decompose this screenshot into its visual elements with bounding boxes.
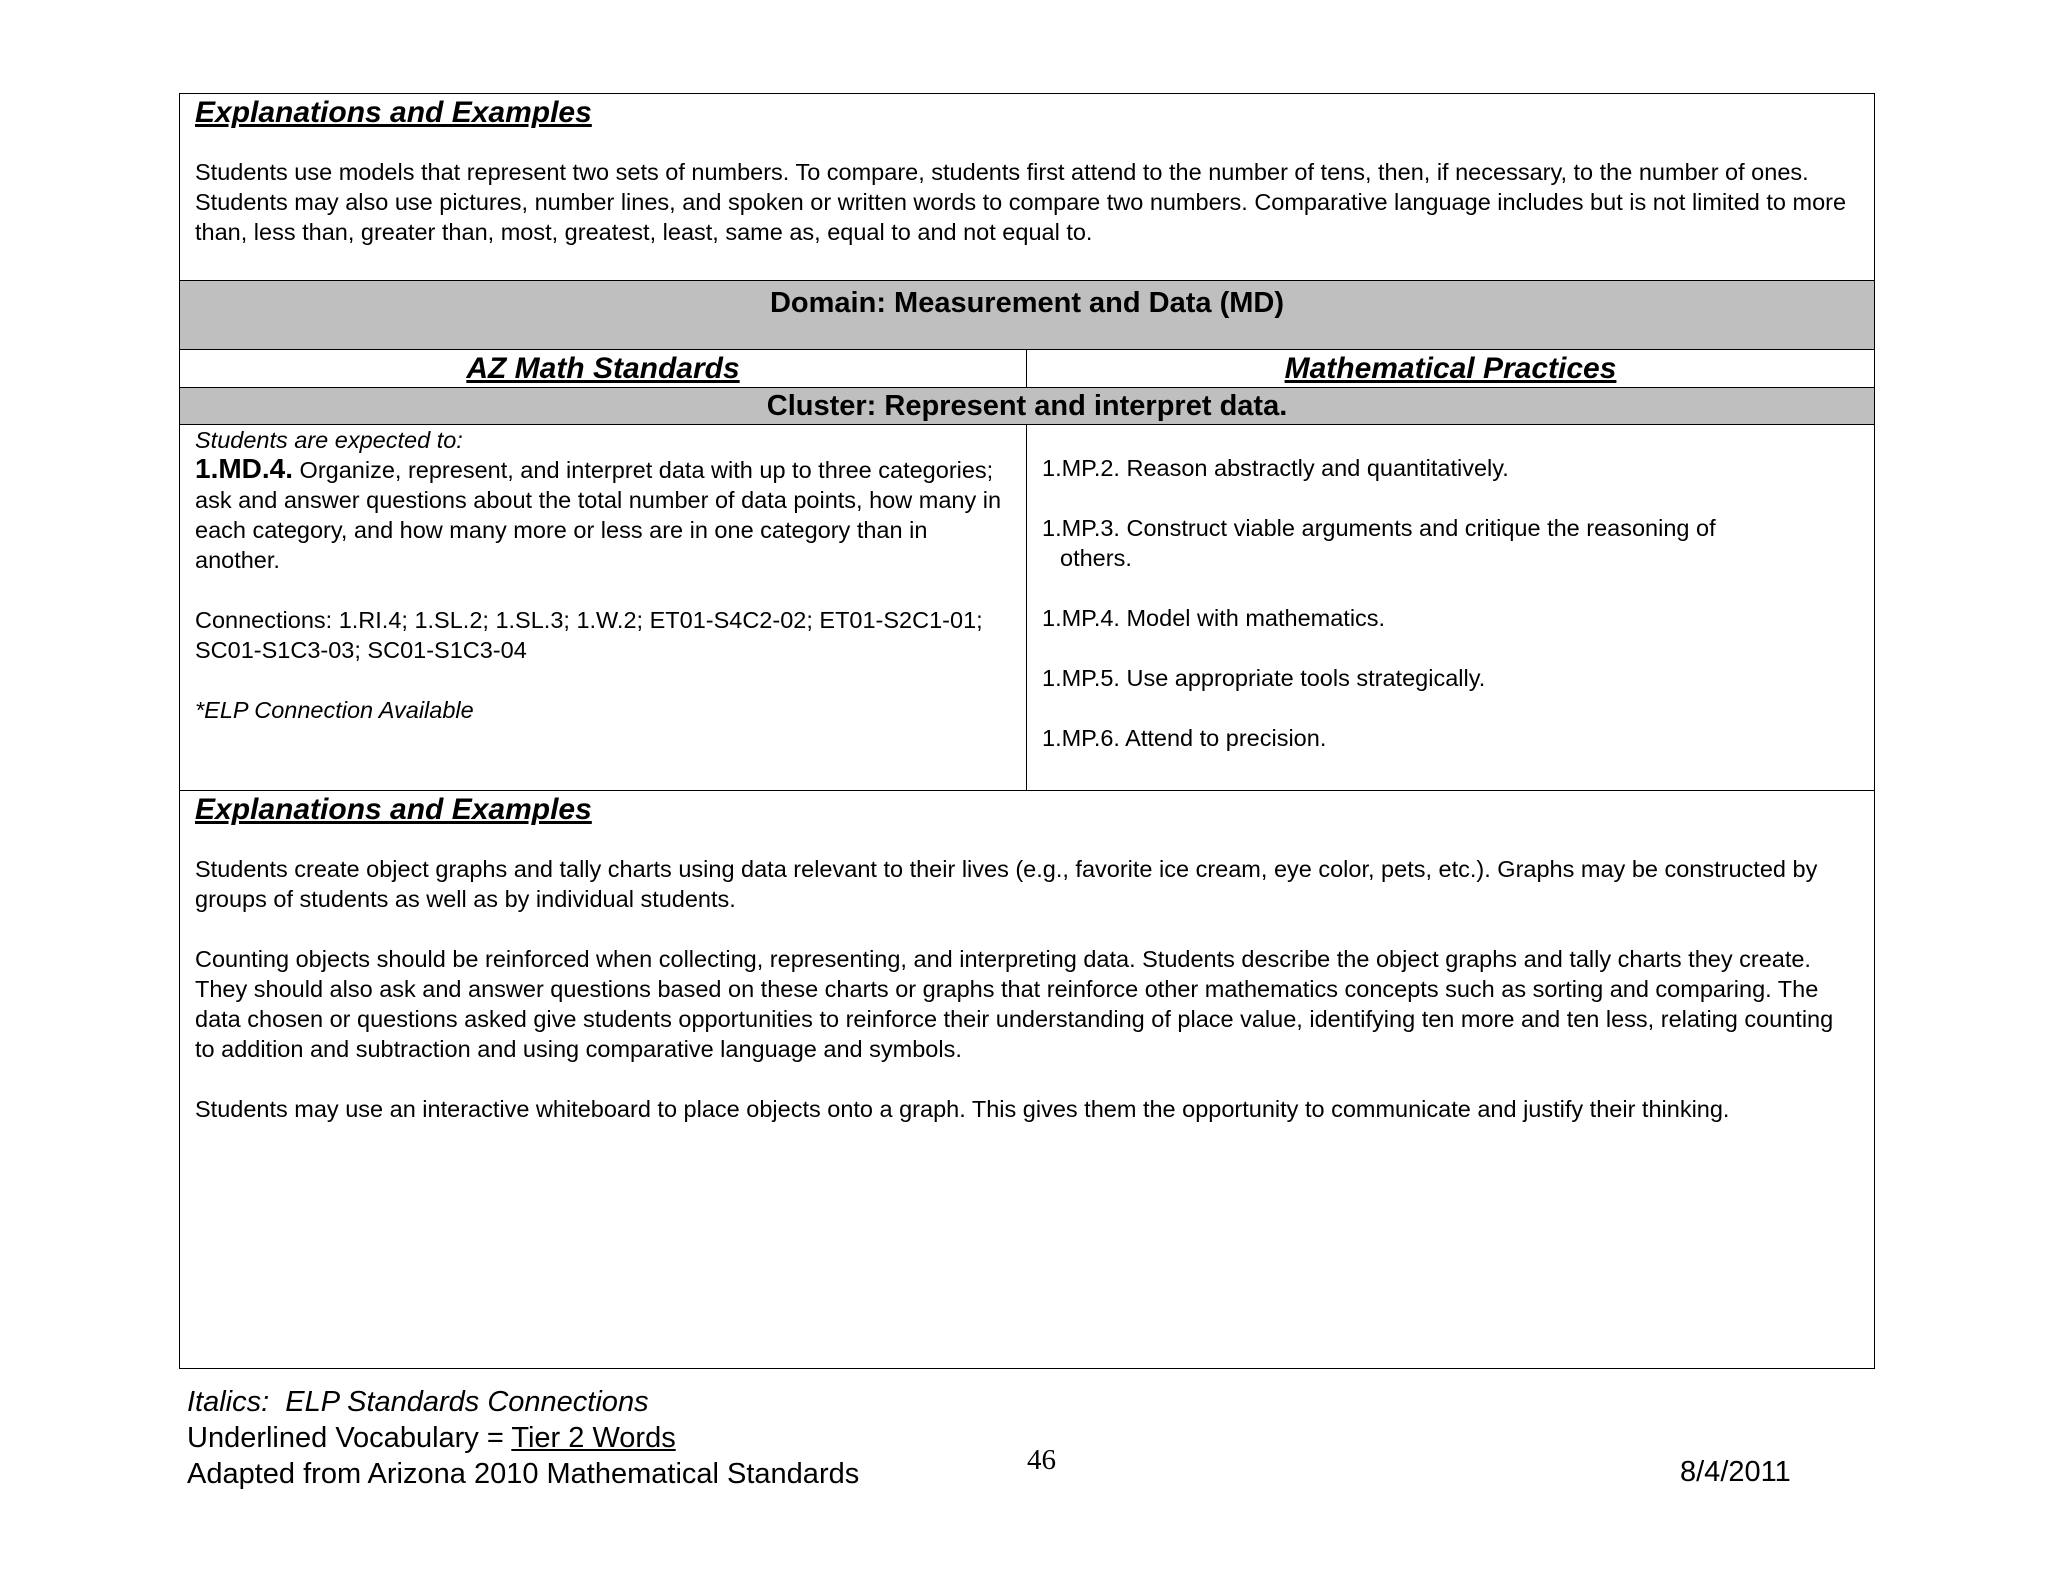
- footer-italics-label: Italics:: [187, 1386, 270, 1418]
- explanations-title-1: Explanations and Examples: [195, 96, 592, 129]
- standard-cell: [180, 425, 1027, 790]
- connections-line-1: Connections: 1.RI.4; 1.SL.2; 1.SL.3; 1.W.2; ET01-S4C2-02; ET01-S2C1-01;: [195, 607, 983, 633]
- footer-date: 8/4/2011: [1680, 1456, 1791, 1488]
- explanations-paragraph-1: Students use models that represent two sets of numbers. To compare, students first attend to the number of tens, then, if necessary, to the number of ones. Students may also use pictures, number lines, and spoken or written words to compare two numbers. Comparative language includes but is not limited to more than, less than, greater than, most, greatest, least, same as, equal to and not equal to.: [195, 159, 1847, 245]
- column-header-practices: Mathematical Practices: [1284, 352, 1617, 385]
- column-header-standards: AZ Math Standards: [180, 350, 1027, 388]
- cluster-header: Cluster: Represent and interpret data.: [180, 388, 1874, 425]
- expected-label: Students are expected to:: [195, 427, 463, 453]
- page-number: 46: [1027, 1444, 1056, 1476]
- practice-mp3-line-1: 1.MP.3. Construct viable arguments and critique the reasoning of: [1042, 515, 1716, 541]
- standards-table: [179, 93, 1875, 1369]
- footer-tier2-words: Tier 2 Words: [511, 1422, 676, 1454]
- standard-row: [180, 425, 1874, 791]
- practice-mp3: [1042, 513, 1854, 573]
- connections-line-2: SC01-S1C3-03; SC01-S1C3-04: [195, 637, 527, 663]
- practices-cell: [1027, 425, 1874, 790]
- elp-connection-note: *ELP Connection Available: [195, 697, 474, 723]
- explanations-paragraph-2c: Students may use an interactive whiteboard to place objects onto a graph. This gives them the opportunity to communicate and justify their thinking.: [195, 1096, 1730, 1122]
- page-footer: [187, 1384, 859, 1492]
- footer-line-1: [187, 1384, 859, 1420]
- standard-description: [195, 454, 1010, 575]
- explanations-section-1: [180, 94, 1874, 280]
- column-header-row: [180, 350, 1874, 388]
- practice-mp6: 1.MP.6. Attend to precision.: [1042, 725, 1327, 751]
- explanations-title-2: Explanations and Examples: [195, 793, 592, 826]
- domain-header: Domain: Measurement and Data (MD): [180, 280, 1874, 350]
- explanations-section-2: [180, 791, 1874, 1368]
- practice-mp5: 1.MP.5. Use appropriate tools strategically.: [1042, 665, 1486, 691]
- explanations-paragraph-2a: Students create object graphs and tally charts using data relevant to their lives (e.g., favorite ice cream, eye color, pets, etc.). Graphs may be constructed by groups of students as well as by individual students.: [195, 856, 1818, 912]
- practice-mp3-line-2: others.: [1060, 545, 1132, 571]
- practice-mp2: 1.MP.2. Reason abstractly and quantitatively.: [1042, 455, 1509, 481]
- standard-code: 1.MD.4.: [195, 453, 294, 484]
- explanations-paragraph-2b: Counting objects should be reinforced when collecting, representing, and interpreting data. Students describe the object graphs and tally charts they create. They should also ask and answer questions based on these charts or graphs that reinforce other mathematics concepts such as sorting and comparing. The data chosen or questions asked give students opportunities to reinforce their understanding of place value, identifying ten more and ten less, relating counting to addition and subtraction and using comparative language and symbols.: [195, 946, 1834, 1062]
- connections-list: [195, 605, 1010, 665]
- footer-vocab-label: Underlined Vocabulary =: [187, 1422, 512, 1454]
- footer-line-2: [187, 1420, 859, 1456]
- practice-mp4: 1.MP.4. Model with mathematics.: [1042, 605, 1386, 631]
- footer-elp-note: ELP Standards Connections: [269, 1386, 649, 1418]
- standard-text: Organize, represent, and interpret data with up to three categories; ask and answer questions about the total number of data points, how many in each category, and how many more or less are in one category than in another.: [195, 457, 1002, 573]
- footer-line-3: Adapted from Arizona 2010 Mathematical Standards: [187, 1458, 860, 1490]
